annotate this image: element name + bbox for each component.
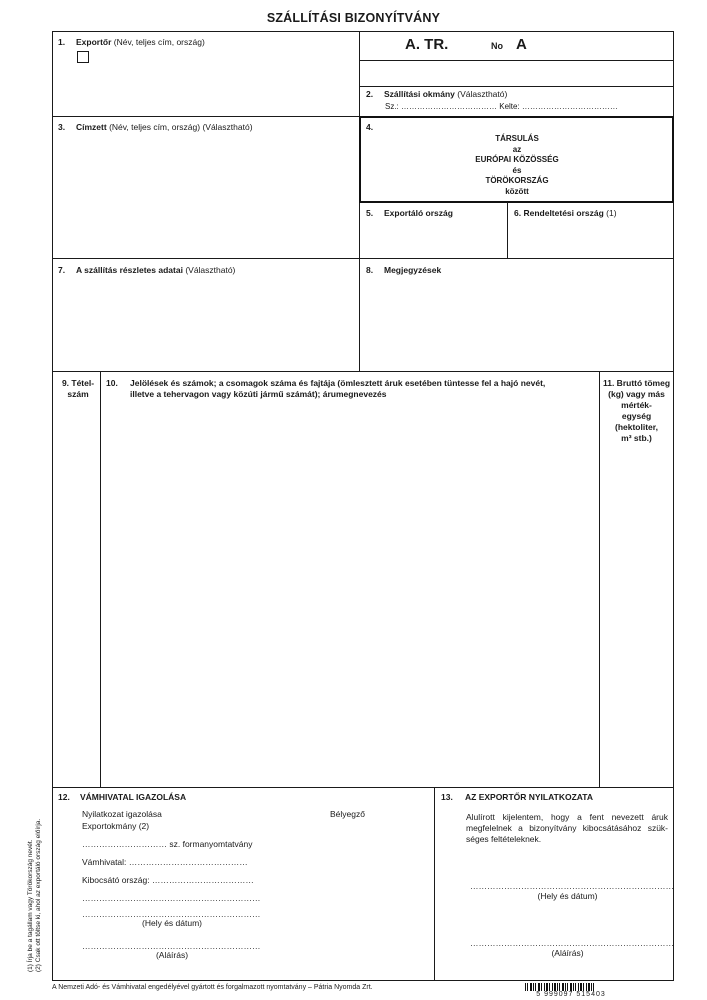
box-10-marks-description-label: 10. Jelölések és számok; a csomagok száma és fajtája (ömlesztett áruk esetében tüntesse fel a hajó nevét, illetve a tehervagon vagy közúti jármű számát); árumegnevezés [106, 378, 546, 399]
exporter-place-date-label: (Hely és dátum) [537, 891, 598, 901]
declaration-certified-label: Nyilatkozat igazolása [82, 809, 162, 819]
exporter-signature-label: (Aláírás) [551, 948, 584, 958]
customs-signature-label: (Aláírás) [155, 950, 189, 960]
box-12-customs-endorsement-title: 12. VÁMHIVATAL IGAZOLÁSA [58, 792, 187, 802]
exporter-declaration-text: Alulírott kijelentem, hogy a fent nevezett áruk megfelelnek a bizonyítvány kibocsátásához szük- séges feltételeknek. [466, 812, 668, 844]
export-document-label: Exportokmány (2) [82, 821, 150, 831]
box-7-transport-details-label: 7. A szállítás részletes adatai (Választható) [58, 265, 236, 275]
box-4-number: 4. [366, 122, 374, 132]
box-11-gross-weight-label: 11. Bruttó tömeg (kg) vagy más mérték- egység (hektoliter, m³ stb.) [602, 378, 671, 443]
barcode-digits: 5 999097 515403 [536, 991, 606, 998]
box-5-exporting-country-label: 5. Exportáló ország [366, 208, 453, 218]
stamp-label: Bélyegző [330, 809, 365, 819]
customs-signature-field[interactable]: ……………………………………………………… [82, 941, 261, 951]
box-3-consignee-label: 3. Címzett (Név, teljes cím, ország) (Választható) [58, 122, 253, 132]
customs-blank-line-1[interactable]: ……………………………………………………… [82, 893, 261, 903]
customs-office-field[interactable]: Vámhivatal: …………………………………… [82, 857, 248, 867]
box-9-item-number-label: 9. Tétel- szám [61, 378, 95, 399]
transport-doc-fields[interactable]: Sz.: ……………………………… Kelte: ……………………………… [385, 102, 618, 111]
customs-place-date-label: (Hely és dátum) [142, 918, 202, 928]
exporter-checkbox[interactable] [77, 51, 89, 63]
printer-footer: A Nemzeti Adó- és Vámhivatal engedélyével gyártott és forgalmazott nyomtatvány – Pátria Nyomda Zrt. [52, 984, 373, 991]
box-8-remarks-label: 8. Megjegyzések [366, 265, 442, 275]
box-6-destination-country-label: 6. Rendeltetési ország (1) [514, 208, 617, 218]
box-2-transport-doc-label: 2. Szállítási okmány (Választható) [366, 89, 508, 99]
side-footnotes: (1) Írja be a tagállam vagy Törökország nevét. (2) Csak ott töltse ki, ahol az exportáló ország előírja. [27, 818, 43, 972]
form-number-field[interactable]: ………………………… sz. formanyomtatvány [82, 839, 253, 849]
box-13-exporter-declaration-title: 13. AZ EXPORTŐR NYILATKOZATA [441, 792, 593, 802]
form-title: SZÁLLÍTÁSI BIZONYÍTVÁNY [266, 11, 441, 25]
atr-label: A. TR. [405, 36, 449, 53]
customs-place-date-field[interactable]: ……………………………………………………… [82, 909, 261, 919]
issuing-country-field[interactable]: Kibocsátó ország: ……………………………… [82, 875, 254, 885]
serial-prefix: A [516, 36, 527, 53]
no-label: No [491, 41, 503, 51]
exporter-place-date-field[interactable]: ……………………………………………………………… [470, 881, 674, 891]
box-1-exporter-label: 1. Exportőr (Név, teljes cím, ország) [58, 37, 205, 47]
association-text: TÁRSULÁS az EURÓPAI KÖZÖSSÉG és TÖRÖKORSZÁG között [475, 134, 559, 196]
exporter-signature-field[interactable]: ……………………………………………………………… [470, 938, 674, 948]
